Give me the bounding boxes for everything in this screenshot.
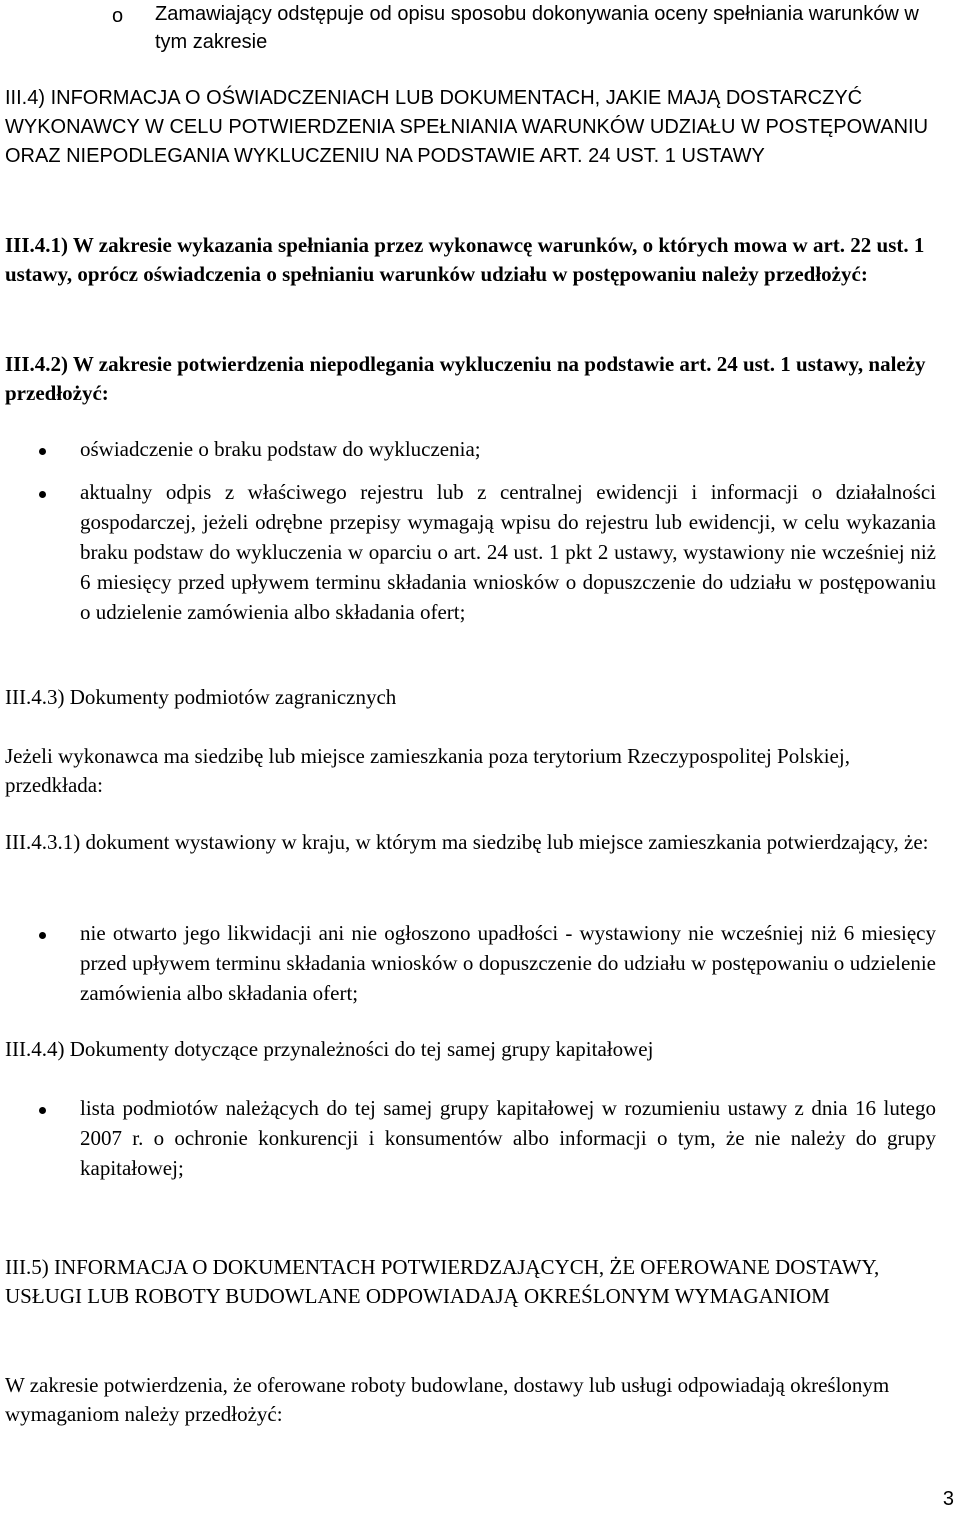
section-heading-iii-5: III.5) INFORMACJA O DOKUMENTACH POTWIERDZAJĄCYCH, ŻE OFEROWANE DOSTAWY, USŁUGI LUB ROBOTY BUDOWLANE ODPOWIADAJĄ OKREŚLONYM WYMAGANIOM bbox=[5, 1255, 880, 1308]
bullet-icon bbox=[39, 1107, 46, 1114]
list-item: Zamawiający odstępuje od opisu sposobu dokonywania oceny spełniania warunków w tym zakresie bbox=[155, 3, 919, 53]
subsection-iii-4-3-1: III.4.3.1) dokument wystawiony w kraju, w którym ma siedzibę lub miejsce zamieszkania potwierdzający, że: bbox=[5, 830, 929, 854]
paragraph: Jeżeli wykonawca ma siedzibę lub miejsce zamieszkania poza terytorium Rzeczypospolitej Polskiej, przedkłada: bbox=[5, 744, 850, 797]
list-item: aktualny odpis z właściwego rejestru lub z centralnej ewidencji i informacji o działalności gospodarczej, jeżeli odrębne przepisy wymagają wpisu do rejestru lub ewidencji, w celu wykazania braku podstaw do wykluczenia w oparciu o art. 24 ust. 1 pkt 2 ustawy, wystawiony nie wcześniej niż 6 miesięcy przed upływem terminu składania wniosków o dopuszczenie do udziału w postępowaniu o udzielenie zamówienia albo składania ofert; bbox=[80, 480, 936, 624]
bullet-icon bbox=[39, 491, 46, 498]
subsection-iii-4-3: III.4.3) Dokumenty podmiotów zagranicznych bbox=[5, 685, 397, 709]
list-item: oświadczenie o braku podstaw do wykluczenia; bbox=[80, 437, 481, 461]
subsection-iii-4-2: III.4.2) W zakresie potwierdzenia niepodlegania wykluczeniu na podstawie art. 24 ust. 1 ustawy, należy przedłożyć: bbox=[5, 352, 926, 405]
section-heading-iii-4: III.4) INFORMACJA O OŚWIADCZENIACH LUB DOKUMENTACH, JAKIE MAJĄ DOSTARCZYĆ WYKONAWCY W CELU POTWIERDZENIA SPEŁNIANIA WARUNKÓW UDZIAŁU W POSTĘPOWANIU ORAZ NIEPODLEGANIA WYKLUCZENIU NA PODSTAWIE ART. 24 UST. 1 USTAWY bbox=[5, 87, 929, 167]
paragraph: W zakresie potwierdzenia, że oferowane roboty budowlane, dostawy lub usługi odpowiadają określonym wymaganiom należy przedłożyć: bbox=[5, 1373, 890, 1426]
subsection-iii-4-1: III.4.1) W zakresie wykazania spełniania przez wykonawcę warunków, o których mowa w art. 22 ust. 1 ustawy, oprócz oświadczenia o spełnianiu warunków udziału w postępowaniu należy przedłożyć: bbox=[5, 233, 925, 286]
subsection-iii-4-4: III.4.4) Dokumenty dotyczące przynależności do tej samej grupy kapitałowej bbox=[5, 1037, 654, 1061]
list-marker: o bbox=[112, 5, 124, 27]
bullet-icon bbox=[39, 932, 46, 939]
list-item: nie otwarto jego likwidacji ani nie ogłoszono upadłości - wystawiony nie wcześniej niż 6 miesięcy przed upływem terminu składania wniosków o dopuszczenie do udziału w postępowaniu o udzielenie zamówienia albo składania ofert; bbox=[80, 921, 936, 1005]
bullet-icon bbox=[39, 448, 46, 455]
list-item: lista podmiotów należących do tej samej grupy kapitałowej w rozumieniu ustawy z dnia 16 lutego 2007 r. o ochronie konkurencji i konsumentów albo informacji o tym, że nie należy do grupy kapitałowej; bbox=[80, 1096, 936, 1180]
page-number: 3 bbox=[942, 1488, 954, 1510]
